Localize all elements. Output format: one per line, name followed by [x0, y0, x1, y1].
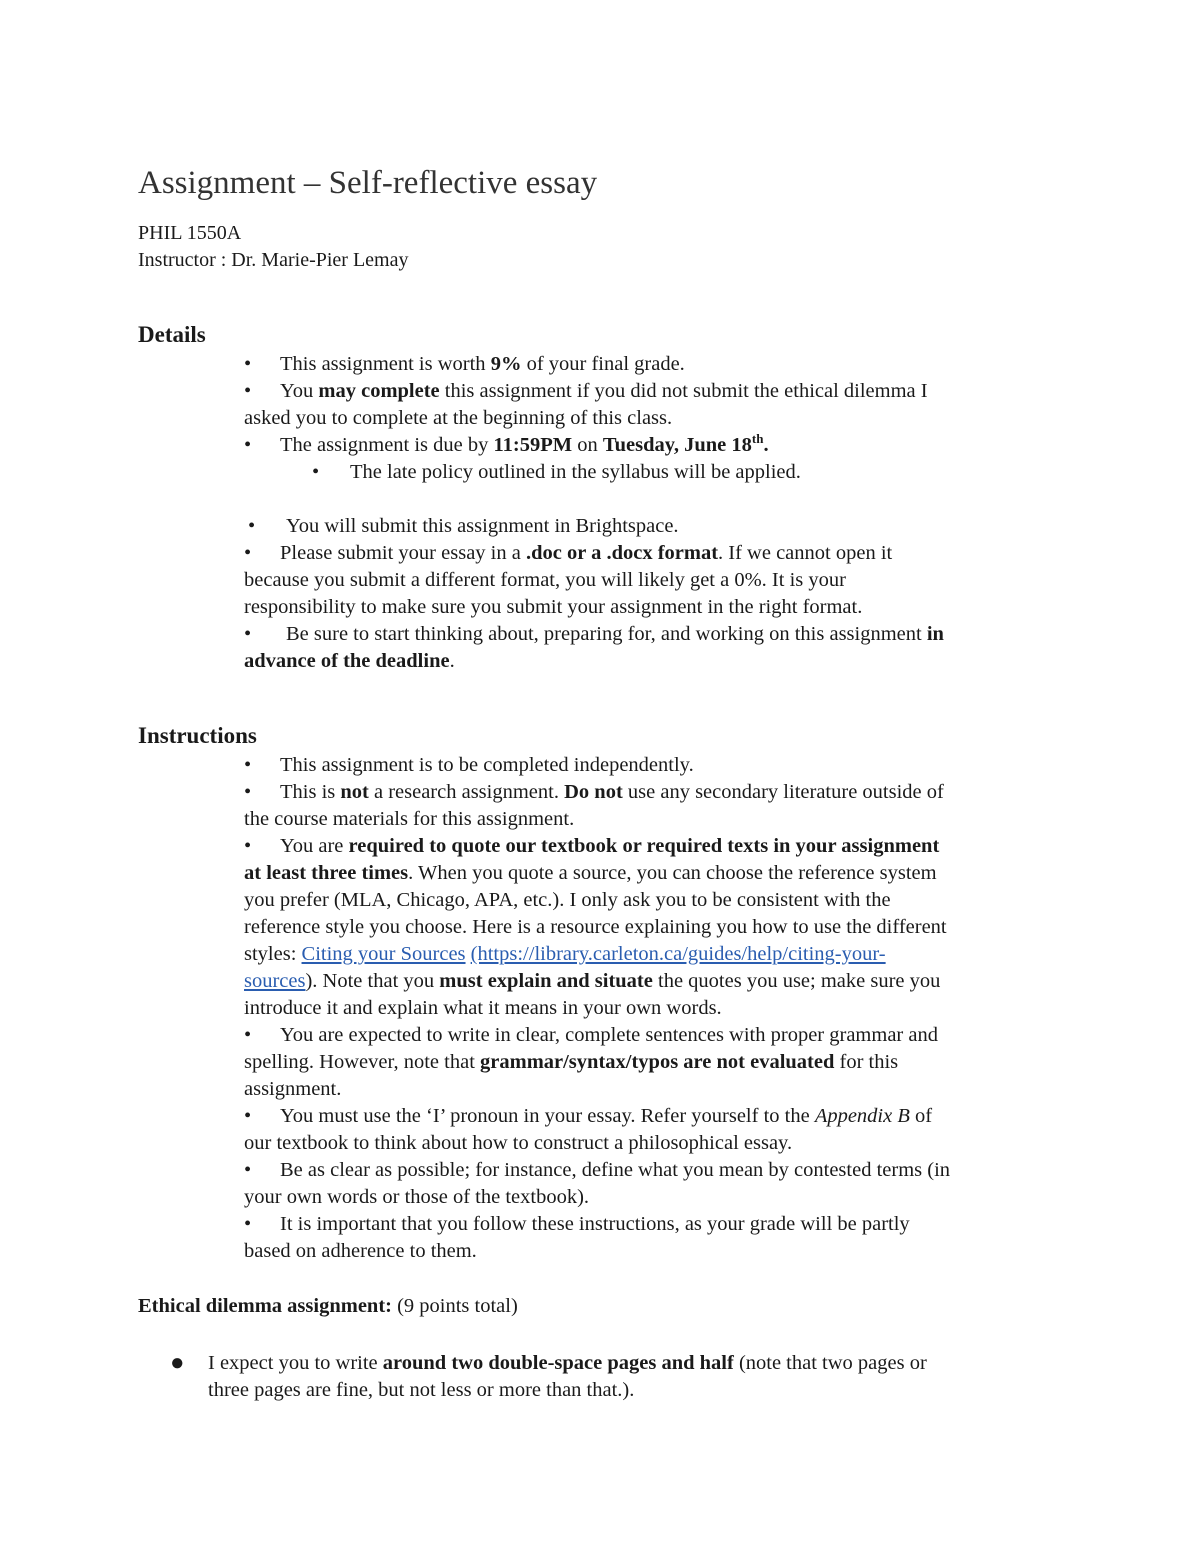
- list-item: • You must use the ‘I’ pronoun in your essay. Refer yourself to the Appendix B of our textbook to think about how to construct a philosophical essay.: [244, 1105, 933, 1154]
- bullet-icon: •: [248, 515, 256, 537]
- list-item: • This assignment is to be completed independently.: [244, 752, 1054, 779]
- list-item: • This assignment is worth 9% of your final grade.: [244, 351, 1054, 378]
- bullet-icon: •: [244, 754, 252, 776]
- document-title: Assignment – Self-reflective essay: [138, 165, 598, 201]
- list-item-nested: • The late policy outlined in the syllabus will be applied.: [312, 459, 801, 486]
- bullet-icon: •: [312, 461, 320, 483]
- instructions-heading: Instructions: [138, 723, 257, 748]
- details-list: [244, 351, 1054, 459]
- bullet-icon: •: [244, 542, 252, 564]
- bullet-icon: •: [244, 1105, 252, 1127]
- list-item: • This is not a research assignment. Do not use any secondary literature outside of the course materials for this assignment.: [244, 781, 944, 830]
- list-item: • The assignment is due by 11:59PM on Tuesday, June 18th.: [244, 432, 1054, 459]
- bullet-icon: •: [244, 434, 252, 456]
- list-item: ● I expect you to write around two double-space pages and half (note that two pages or three pages are fine, but not less or more than that.).: [170, 1350, 927, 1401]
- instructor-name: Instructor : Dr. Marie-Pier Lemay: [138, 249, 409, 271]
- bullet-icon: •: [244, 1024, 252, 1046]
- citing-sources-link[interactable]: Citing your Sources: [301, 943, 466, 965]
- grading-heading: [138, 1293, 518, 1320]
- list-item: • Be sure to start thinking about, preparing for, and working on this assignment in advance of the deadline.: [244, 623, 944, 672]
- bullet-icon: •: [244, 781, 252, 803]
- list-item: • It is important that you follow these instructions, as your grade will be partly based on adherence to them.: [244, 1213, 910, 1262]
- list-item: • You may complete this assignment if you did not submit the ethical dilemma I asked you to complete at the beginning of this class.: [244, 380, 928, 429]
- grading-points: (9 points total): [391, 1295, 518, 1317]
- bullet-icon: •: [244, 1159, 252, 1181]
- instructions-list: [244, 752, 1054, 1265]
- document-meta: [138, 220, 408, 274]
- details-heading: Details: [138, 322, 206, 347]
- bullet-icon: ●: [170, 1350, 185, 1376]
- citing-sources-url-link-end[interactable]: sources: [244, 970, 306, 992]
- bullet-icon: •: [244, 835, 252, 857]
- list-item: • You are expected to write in clear, complete sentences with proper grammar and spelling. However, note that grammar/syntax/typos are not evaluated for this assignment.: [244, 1024, 938, 1100]
- list-item: • Please submit your essay in a .doc or a .docx format. If we cannot open it because you submit a different format, you will likely get a 0%. It is your responsibility to make sure you submit your assignment in the right format.: [244, 542, 893, 618]
- course-code: PHIL 1550A: [138, 222, 242, 244]
- list-item: • You will submit this assignment in Brightspace.: [244, 513, 1054, 540]
- bullet-icon: •: [244, 1213, 252, 1235]
- citing-sources-url-link[interactable]: (https://library.carleton.ca/guides/help/citing-your-: [470, 943, 886, 965]
- list-item: • Be as clear as possible; for instance, define what you mean by contested terms (in your own words or those of the textbook).: [244, 1159, 951, 1208]
- bullet-icon: •: [244, 353, 252, 375]
- bullet-icon: •: [244, 380, 252, 402]
- grading-label: Ethical dilemma assignment:: [138, 1295, 392, 1317]
- bullet-icon: •: [244, 623, 252, 645]
- details-list-continued: [244, 513, 1054, 675]
- list-item: • You are required to quote our textbook or required texts in your assignment at least three times. When you quote a source, you can choose the reference system you prefer (MLA, Chicago, APA, etc.). I only ask you to be consistent with the reference style you choose. Here is a resource explaining you how to use the different styles: Citing your Sources (https://library.carleton.ca/guides/help/citing-your- sources). Note that you must explain and situate the quotes you use; make sure you introduce it and explain what it means in your own words.: [244, 835, 947, 1019]
